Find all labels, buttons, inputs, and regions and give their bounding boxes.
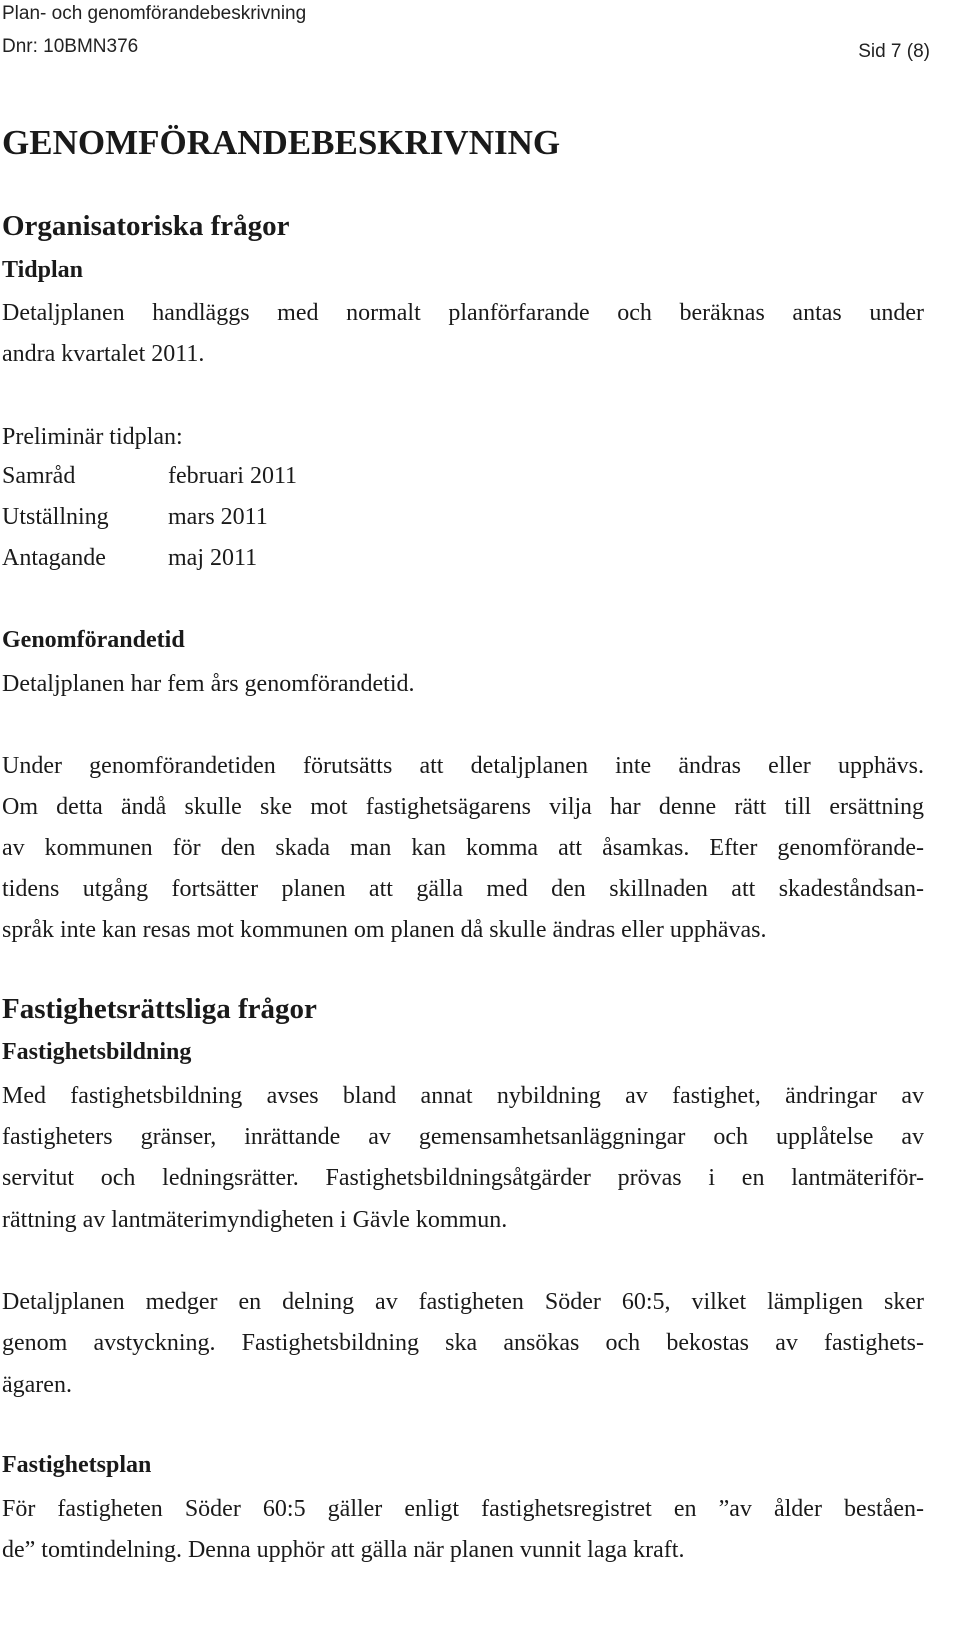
paragraph-line: Med fastighetsbildning avses bland annat nybildning av fastighet, ändringar av [2, 1083, 924, 1109]
schedule-label: Utställning [2, 504, 109, 530]
section-heading-org: Organisatoriska frågor [2, 210, 290, 242]
prelim-label: Preliminär tidplan: [2, 424, 183, 450]
paragraph-line: Under genomförandetiden förutsätts att detaljplanen inte ändras eller upphävs. [2, 753, 924, 779]
paragraph-line: Om detta ändå skulle ske mot fastighetsägarens vilja har denne rätt till ersättning [2, 794, 924, 820]
subheading-genomforandetid: Genomförandetid [2, 627, 185, 653]
header-page-number: Sid 7 (8) [858, 41, 930, 62]
paragraph-line: Detaljplanen handläggs med normalt planförfarande och beräknas antas under [2, 300, 924, 326]
schedule-date: maj 2011 [168, 545, 258, 571]
paragraph-line: tidens utgång fortsätter planen att gälla med den skillnaden att skadeståndsan- [2, 876, 924, 902]
header-dnr: Dnr: 10BMN376 [2, 36, 139, 57]
paragraph-line: servitut och ledningsrätter. Fastighetsbildningsåtgärder prövas i en lantmäteriför- [2, 1165, 924, 1191]
paragraph-line: andra kvartalet 2011. [2, 341, 205, 367]
paragraph-line: rättning av lantmäterimyndigheten i Gävle kommun. [2, 1207, 508, 1233]
paragraph-line: Detaljplanen medger en delning av fastigheten Söder 60:5, vilket lämpligen sker [2, 1289, 924, 1315]
subheading-fastighetsbildning: Fastighetsbildning [2, 1039, 192, 1065]
subheading-tidplan: Tidplan [2, 257, 83, 283]
paragraph-line: fastigheters gränser, inrättande av gemensamhetsanläggningar och upplåtelse av [2, 1124, 924, 1150]
main-heading: GENOMFÖRANDEBESKRIVNING [2, 123, 561, 162]
paragraph-line: språk inte kan resas mot kommunen om planen då skulle ändras eller upphävas. [2, 917, 767, 943]
subheading-fastighetsplan: Fastighetsplan [2, 1452, 152, 1478]
schedule-date: mars 2011 [168, 504, 268, 530]
paragraph-line: ägaren. [2, 1372, 72, 1398]
paragraph-line: För fastigheten Söder 60:5 gäller enligt fastighetsregistret en ”av ålder beståen- [2, 1496, 924, 1522]
schedule-label: Antagande [2, 545, 106, 571]
schedule-label: Samråd [2, 463, 76, 489]
paragraph-line: genom avstyckning. Fastighetsbildning ska ansökas och bekostas av fastighets- [2, 1330, 924, 1356]
header-doc-title: Plan- och genomförandebeskrivning [2, 3, 307, 24]
paragraph-line: de” tomtindelning. Denna upphör att gälla när planen vunnit laga kraft. [2, 1537, 685, 1563]
schedule-date: februari 2011 [168, 463, 298, 489]
section-heading-fast: Fastighetsrättsliga frågor [2, 993, 317, 1025]
paragraph-line: av kommunen för den skada man kan komma att åsamkas. Efter genomförande- [2, 835, 924, 861]
paragraph-line: Detaljplanen har fem års genomförandetid. [2, 671, 415, 697]
